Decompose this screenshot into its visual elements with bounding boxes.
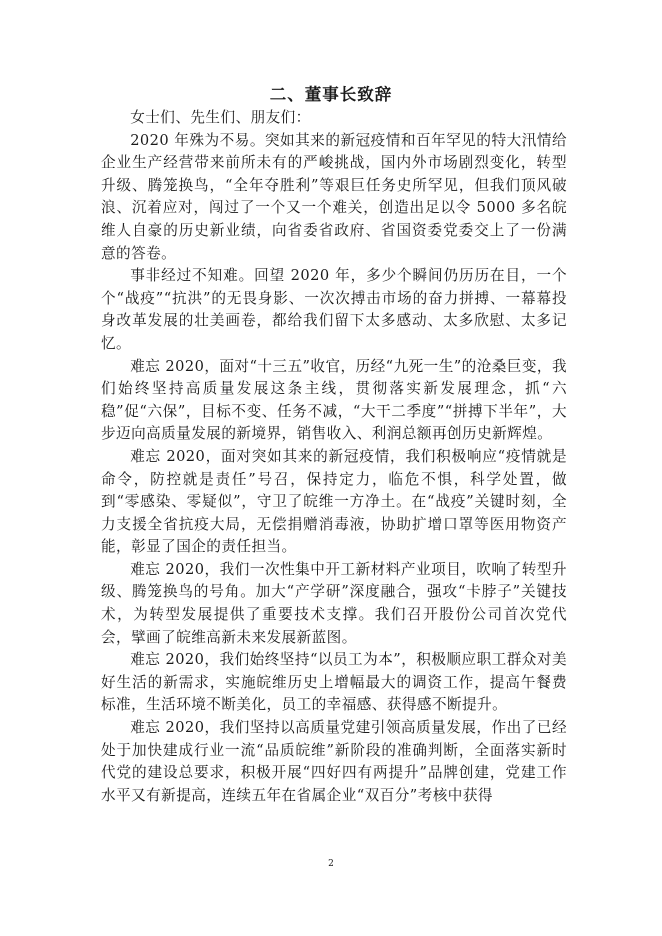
speech-body [101,107,567,807]
body-paragraph: 2020 年殊为不易。突如其来的新冠疫情和百年罕见的特大汛情给企业生产经营带来前所未有的严峻挑战，国内外市场剧烈变化，转型升级、腾笼换鸟，“全年夺胜利”等艰巨任务史所罕见，但我们顶风破浪、沉着应对，闯过了一个又一个难关，创造出足以令 5000 多名皖维人自豪的历史新业绩，向省委省政府、省国资委党委交上了一份满意的答卷。 [101,131,567,262]
body-paragraph: 事非经过不知难。回望 2020 年，多少个瞬间仍历历在目，一个个“战疫”“抗洪”的无畏身影、一次次搏击市场的奋力拼搏、一幕幕投身改革发展的壮美画卷，都给我们留下太多感动、太多欣慰、太多记忆。 [101,267,567,352]
body-paragraph: 难忘 2020，我们坚持以高质量党建引领高质量发展，作出了已经处于加快建成行业一流“品质皖维”新阶段的准确判断，全面落实新时代党的建设总要求，积极开展“四好四有两提升”品牌创建，党建工作水平又有新提高，连续五年在省属企业“双百分”考核中获得 [101,719,567,804]
body-paragraph: 难忘 2020，我们始终坚持“以员工为本”，积极顺应职工群众对美好生活的新需求，实施皖维历史上增幅最大的调资工作，提高午餐费标准，生活环境不断美化，员工的幸福感、获得感不断提升。 [101,651,567,714]
body-paragraph: 难忘 2020，面对“十三五”收官，历经“九死一生”的沧桑巨变，我们始终坚持高质量发展这条主线，贯彻落实新发展理念，抓“六稳”促“六保”，目标不变、任务不减，“大干二季度”“拼搏下半年”，大步迈向高质量发展的新境界，销售收入、利润总额再创历史新辉煌。 [101,357,567,443]
body-paragraph: 难忘 2020，我们一次性集中开工新材料产业项目，吹响了转型升级、腾笼换鸟的号角。加大“产学研”深度融合，强攻“卡脖子”关键技术，为转型发展提供了重要技术支撑。我们召开股份公司首次党代会，擘画了皖维高新未来发展新蓝图。 [101,560,567,646]
section-title: 二、董事长致辞 [269,85,393,104]
body-paragraph: 难忘 2020，面对突如其来的新冠疫情，我们积极响应“疫情就是命令，防控就是责任”号召，保持定力，临危不惧，科学处置，做到“零感染、零疑似”，守卫了皖维一方净土。在“战疫”关键时刻，全力支援全省抗疫大局，无偿捐赠消毒液，协助扩增口罩等医用物资产能，彰显了国企的责任担当。 [101,447,567,556]
salutation-paragraph: 女士们、先生们、朋友们： [130,109,311,126]
page-number: 2 [328,859,334,869]
